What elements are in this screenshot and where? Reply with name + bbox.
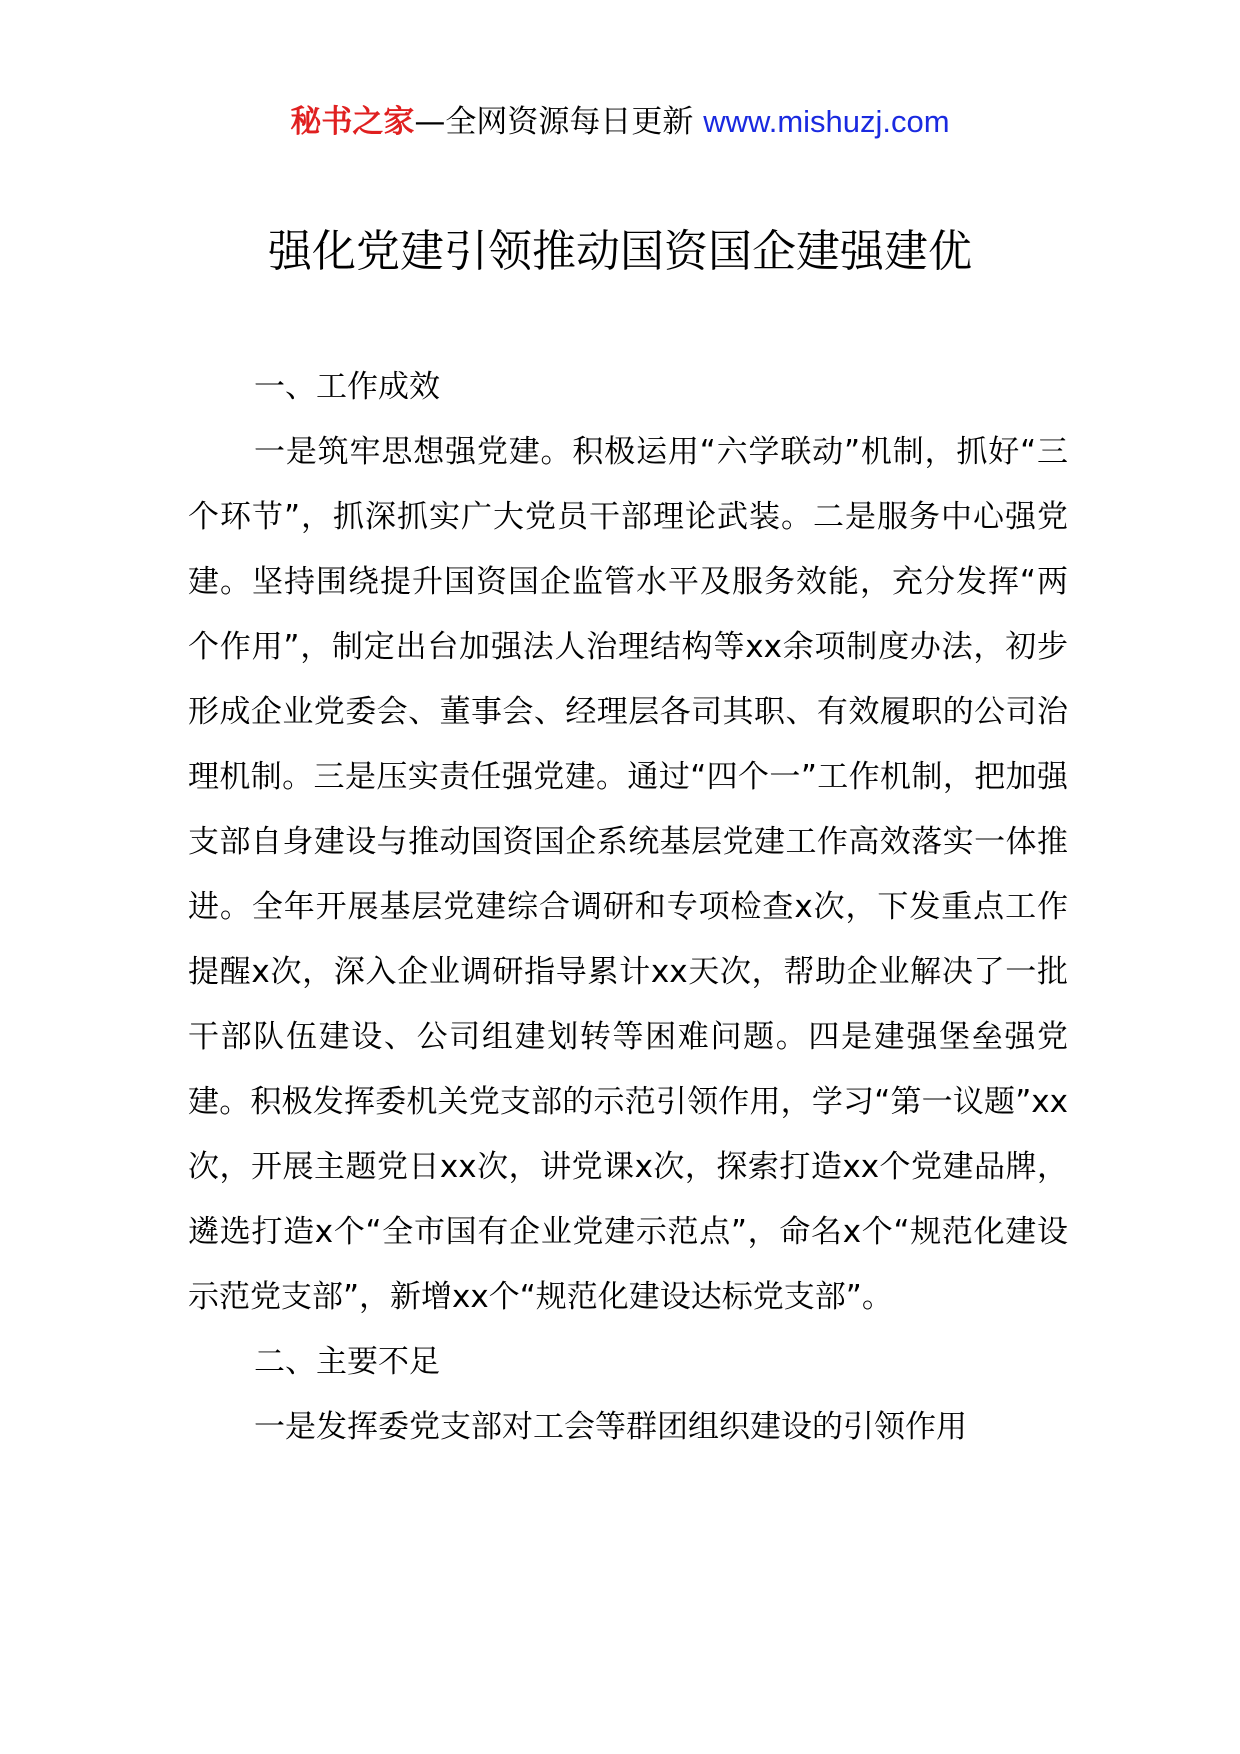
document-title: 强化党建引领推动国资国企建强建优 [268,226,972,277]
section-paragraph-shortcomings: 一是发挥委党支部对工会等群团组织建设的引领作用 [254,1409,967,1445]
site-url-link[interactable]: www.mishuzj.com [703,104,950,139]
section-heading-shortcomings: 二、主要不足 [254,1344,440,1380]
site-brand: 秘书之家 [290,104,415,140]
site-header [0,100,1240,144]
document-body [188,355,1068,1460]
site-slogan: —全网资源每日更新 [414,104,704,140]
section-paragraph-achievements: 一是筑牢思想强党建。积极运用“六学联动”机制，抓好“三个环节”，抓深抓实广大党员干部理论武装。二是服务中心强党建。坚持围绕提升国资国企监管水平及服务效能，充分发挥“两个作用”，制定出台加强法人治理结构等xx余项制度办法，初步形成企业党委会、董事会、经理层各司其职、有效履职的公司治理机制。三是压实责任强党建。通过“四个一”工作机制，把加强支部自身建设与推动国资国企系统基层党建工作高效落实一体推进。全年开展基层党建综合调研和专项检查x次，下发重点工作提醒x次，深入企业调研指导累计xx天次，帮助企业解决了一批干部队伍建设、公司组建划转等困难问题。四是建强堡垒强党建。积极发挥委机关党支部的示范引领作用，学习“第一议题”xx次，开展主题党日xx次，讲党课x次，探索打造xx个党建品牌，遴选打造x个“全市国有企业党建示范点”，命名x个“规范化建设示范党支部”，新增xx个“规范化建设达标党支部”。 [188,434,1068,1315]
section-heading-achievements: 一、工作成效 [254,369,440,405]
